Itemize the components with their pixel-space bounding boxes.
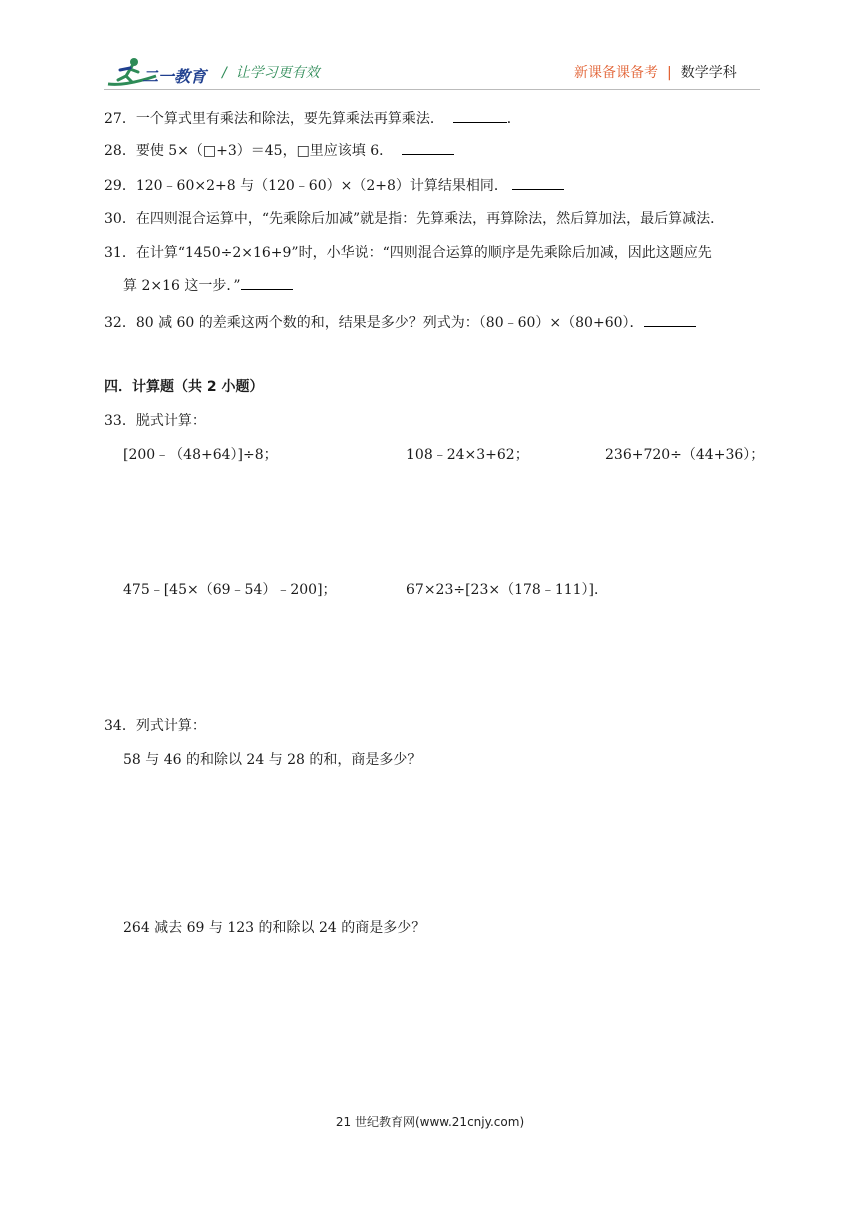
calc-item-2: 108﹣24×3+62；: [406, 447, 529, 463]
question-29: 29．120﹣60×2+8 与（120﹣60）×（2+8）计算结果相同．: [104, 175, 564, 195]
answer-blank: [453, 110, 507, 123]
calc-item-1: [200﹣（48+64）]÷8；: [123, 447, 278, 463]
page-footer: 21 世纪教育网(www.21cnjy.com): [335, 1115, 525, 1129]
answer-blank: [512, 177, 564, 190]
word-problem-2: 264 减去 69 与 123 的和除以 24 的商是多少？: [123, 920, 426, 936]
calc-item-4: 475﹣[45×（69﹣54）﹣200]；: [123, 582, 337, 598]
page-header: [0, 0, 860, 100]
section-title: 四．计算题（共 2 小题）: [104, 379, 264, 395]
header-subject: 新课备课备考 | 数学学科: [574, 65, 737, 81]
question-33: 33．脱式计算：: [104, 413, 206, 429]
answer-blank: [241, 277, 293, 290]
question-30: 30．在四则混合运算中，“先乘除后加减”就是指：先算乘法，再算除法，然后算加法，最后算减法．: [104, 211, 725, 227]
answer-blank: [402, 142, 454, 155]
logo-text: 二一教育: [142, 67, 207, 86]
header-divider: [104, 89, 760, 90]
question-28: 28．要使 5×（□+3）＝45，□里应该填 6．: [104, 140, 454, 160]
calc-item-3: 236+720÷（44+36）；: [605, 447, 765, 463]
answer-blank: [644, 314, 696, 327]
question-32: 32．80 减 60 的差乘这两个数的和，结果是多少？列式为：（80﹣60）×（80+60）．: [104, 312, 696, 332]
question-34: 34．列式计算：: [104, 718, 206, 734]
word-problem-1: 58 与 46 的和除以 24 与 28 的和，商是多少？: [123, 752, 422, 768]
question-27: 27．一个算式里有乘法和除法，要先算乘法再算乘法． ．: [104, 111, 521, 127]
question-31-line-1: 31．在计算“1450÷2×16+9”时，小华说：“四则混合运算的顺序是先乘除后加减，因此这题应先: [104, 245, 712, 261]
calc-item-5: 67×23÷[23×（178﹣111）]．: [406, 582, 609, 598]
slogan: / 让学习更有效: [222, 65, 320, 81]
question-31-line-2: 算 2×16 这一步．”: [123, 275, 293, 295]
